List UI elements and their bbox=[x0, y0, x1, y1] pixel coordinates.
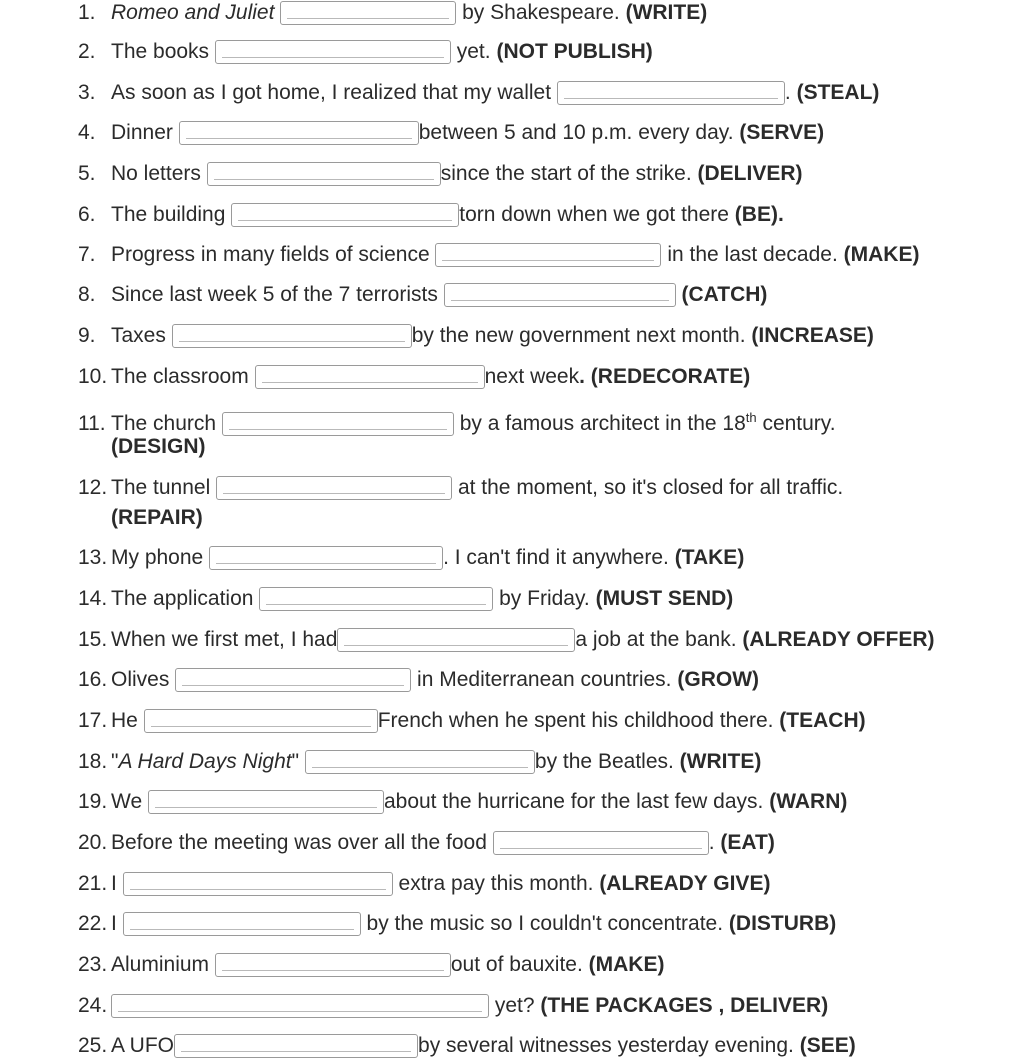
question-11: 11. The church by a famous architect in the 18th century. bbox=[78, 410, 836, 435]
answer-input-9[interactable] bbox=[172, 324, 412, 348]
question-6: 6. The building torn down when we got there (BE). bbox=[78, 203, 784, 226]
verb-hint: (EAT) bbox=[720, 831, 775, 854]
question-15: 15. When we first met, I had a job at the bank. (ALREADY OFFER) bbox=[78, 628, 935, 651]
verb-hint: (DELIVER) bbox=[697, 162, 803, 185]
answer-input-8[interactable] bbox=[444, 283, 676, 307]
question-8: 8. Since last week 5 of the 7 terrorists (CATCH) bbox=[78, 283, 768, 306]
question-19: 19. We about the hurricane for the last few days. (WARN) bbox=[78, 790, 848, 813]
verb-hint: (SEE) bbox=[799, 1034, 856, 1057]
verb-hint: (SERVE) bbox=[739, 121, 825, 144]
verb-hint: (WRITE) bbox=[679, 750, 762, 773]
verb-hint: (TEACH) bbox=[779, 709, 866, 732]
answer-input-19[interactable] bbox=[148, 790, 384, 814]
answer-input-6[interactable] bbox=[231, 203, 459, 227]
question-2: 2. The books yet. (NOT PUBLISH) bbox=[78, 40, 653, 63]
verb-hint: (INCREASE) bbox=[751, 324, 874, 347]
verb-hint: (DESIGN) bbox=[111, 435, 206, 458]
question-22: 22. I by the music so I couldn't concentrate. (DISTURB) bbox=[78, 912, 837, 935]
question-23: 23. Aluminium out of bauxite. (MAKE) bbox=[78, 953, 665, 976]
verb-hint: (BE). bbox=[734, 203, 784, 226]
answer-input-4[interactable] bbox=[179, 121, 419, 145]
verb-hint: (GROW) bbox=[677, 668, 760, 691]
answer-input-18[interactable] bbox=[305, 750, 535, 774]
answer-input-20[interactable] bbox=[493, 831, 709, 855]
answer-input-15[interactable] bbox=[337, 628, 575, 652]
answer-input-17[interactable] bbox=[144, 709, 378, 733]
question-25: 25. A UFO by several witnesses yesterday evening. (SEE) bbox=[78, 1034, 856, 1057]
question-5: 5. No letters since the start of the strike. (DELIVER) bbox=[78, 162, 803, 185]
answer-input-21[interactable] bbox=[123, 872, 393, 896]
verb-hint: (ALREADY OFFER) bbox=[742, 628, 935, 651]
answer-input-13[interactable] bbox=[209, 546, 443, 570]
verb-hint: (DISTURB) bbox=[728, 912, 837, 935]
answer-input-5[interactable] bbox=[207, 162, 441, 186]
question-24: 24. yet? (THE PACKAGES , DELIVER) bbox=[78, 994, 829, 1017]
answer-input-16[interactable] bbox=[175, 668, 411, 692]
verb-hint: (WARN) bbox=[769, 790, 848, 813]
answer-input-1[interactable] bbox=[280, 1, 456, 25]
question-4: 4. Dinner between 5 and 10 p.m. every day. (SERVE) bbox=[78, 121, 825, 144]
question-10: 10. The classroom next week. (REDECORATE) bbox=[78, 365, 751, 388]
verb-hint: (WRITE) bbox=[625, 1, 708, 24]
verb-hint: (NOT PUBLISH) bbox=[496, 40, 653, 63]
verb-hint: (CATCH) bbox=[681, 283, 768, 306]
answer-input-23[interactable] bbox=[215, 953, 451, 977]
answer-input-14[interactable] bbox=[259, 587, 493, 611]
answer-input-2[interactable] bbox=[215, 40, 451, 64]
question-7: 7. Progress in many fields of science in the last decade. (MAKE) bbox=[78, 243, 920, 266]
question-1: 1. Romeo and Juliet by Shakespeare. (WRITE) bbox=[78, 1, 708, 24]
verb-hint: (THE PACKAGES , DELIVER) bbox=[540, 994, 829, 1017]
verb-hint: (REPAIR) bbox=[111, 506, 203, 529]
question-3: 3. As soon as I got home, I realized that my wallet . (STEAL) bbox=[78, 81, 880, 104]
question-21: 21. I extra pay this month. (ALREADY GIVE) bbox=[78, 872, 771, 895]
answer-input-24[interactable] bbox=[111, 994, 489, 1018]
answer-input-10[interactable] bbox=[255, 365, 485, 389]
question-14: 14. The application by Friday. (MUST SEND) bbox=[78, 587, 734, 610]
answer-input-22[interactable] bbox=[123, 912, 361, 936]
question-16: 16. Olives in Mediterranean countries. (GROW) bbox=[78, 668, 760, 691]
verb-hint: (MAKE) bbox=[843, 243, 920, 266]
answer-input-3[interactable] bbox=[557, 81, 785, 105]
question-9: 9. Taxes by the new government next month. (INCREASE) bbox=[78, 324, 874, 347]
verb-hint: (ALREADY GIVE) bbox=[599, 872, 771, 895]
answer-input-12[interactable] bbox=[216, 476, 452, 500]
answer-input-7[interactable] bbox=[435, 243, 661, 267]
question-18: 18. "A Hard Days Night" by the Beatles. (WRITE) bbox=[78, 750, 762, 773]
answer-input-11[interactable] bbox=[222, 412, 454, 436]
verb-hint: (TAKE) bbox=[674, 546, 745, 569]
question-12: 12. The tunnel at the moment, so it's closed for all traffic. bbox=[78, 476, 844, 499]
verb-hint: (STEAL) bbox=[796, 81, 880, 104]
verb-hint: (MAKE) bbox=[588, 953, 665, 976]
answer-input-25[interactable] bbox=[174, 1034, 418, 1058]
verb-hint: (MUST SEND) bbox=[595, 587, 734, 610]
song-title: A Hard Days Night bbox=[118, 750, 292, 773]
question-13: 13. My phone . I can't find it anywhere. (TAKE) bbox=[78, 546, 745, 569]
verb-hint: . (REDECORATE) bbox=[579, 365, 751, 388]
question-20: 20. Before the meeting was over all the food . (EAT) bbox=[78, 831, 775, 854]
book-title: Romeo and Juliet bbox=[111, 1, 275, 24]
question-17: 17. He French when he spent his childhood there. (TEACH) bbox=[78, 709, 866, 732]
